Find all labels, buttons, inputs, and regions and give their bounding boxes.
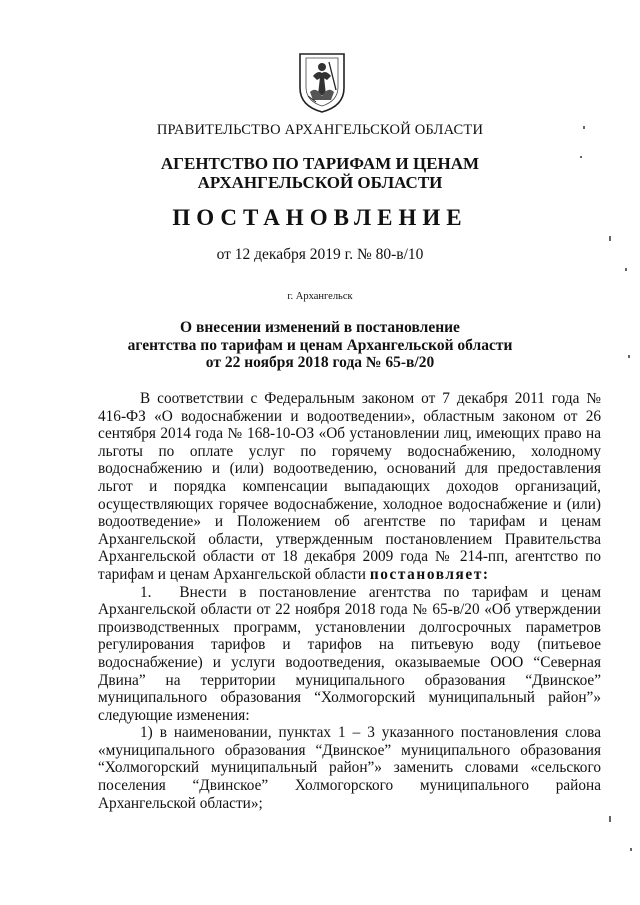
- scan-mark: [628, 355, 630, 358]
- scan-mark: [609, 816, 611, 822]
- scan-mark: [609, 236, 611, 241]
- scan-mark: [583, 126, 585, 129]
- document-city: г. Архангельск: [287, 291, 353, 302]
- document-type-title: ПОСТАНОВЛЕНИЕ: [172, 205, 468, 230]
- subject-line-1: О внесении изменений в постановление: [180, 319, 460, 336]
- scan-mark: [625, 268, 627, 271]
- agency-name: [0, 154, 640, 192]
- document-date-number: от 12 декабря 2019 г. № 80-в/10: [216, 246, 424, 263]
- scan-mark: [630, 848, 632, 851]
- preamble-text: В соответствии с Федеральным законом от 7 декабря 2011 года № 416-ФЗ «О водоснабжении и водоотведении», областным законом от 26 сентября 2014 года № 168-10-ОЗ «Об установлении лиц, имеющих право на льготы по оплате услуг по горячему водоснабжению, холодному водоснабжению и (или) водоотведению, оснований для предоставления льгот и порядка компенсации выпадающих доходов организаций, осуществляющих горячее водоснабжение, холодное водоснабжение и (или) водоотведение» и Положением об агентстве по тарифам и ценам Архангельской области, утвержденным постановлением Правительства Архангельской области от 18 декабря 2009 года № 214-пп, агентство по тарифам и ценам Архангельской области: [98, 390, 601, 583]
- coat-of-arms-icon: [296, 50, 348, 114]
- agency-line-1: АГЕНТСТВО ПО ТАРИФАМ И ЦЕНАМ: [160, 154, 480, 173]
- subject-line-2: агентства по тарифам и ценам Архангельской области: [127, 336, 513, 354]
- document-body: [98, 390, 601, 812]
- item-1-paragraph: 1. Внести в постановление агентства по тарифам и ценам Архангельской области от 22 ноября 2018 года № 65-в/20 «Об утверждении производственных программ, установлении долгосрочных параметров регулирования тарифов и тарифов на питьевую воду (питьевое водоснабжение) и услуги водоотведения, оказываемые ООО “Северная Двина” на территории муниципального образования “Двинское” муниципального образования “Холмогорский муниципальный район”» следующие изменения:: [98, 583, 601, 724]
- resolves-word: постановляет:: [369, 565, 490, 583]
- subitem-1-paragraph: 1) в наименовании, пунктах 1 – 3 указанного постановления слова «муниципального образования “Двинское” муниципального образования “Холмогорский муниципальный район”» заменить словами «сельского поселения “Двинское” Холмогорского муниципального района Архангельской области»;: [98, 724, 601, 812]
- agency-line-2: АРХАНГЕЛЬСКОЙ ОБЛАСТИ: [197, 173, 443, 192]
- preamble-paragraph: [98, 390, 601, 584]
- document-subject: [0, 319, 640, 372]
- government-name: ПРАВИТЕЛЬСТВО АРХАНГЕЛЬСКОЙ ОБЛАСТИ: [156, 122, 484, 138]
- subject-line-3: от 22 ноября 2018 года № 65-в/20: [205, 354, 435, 371]
- scan-mark: [580, 156, 582, 158]
